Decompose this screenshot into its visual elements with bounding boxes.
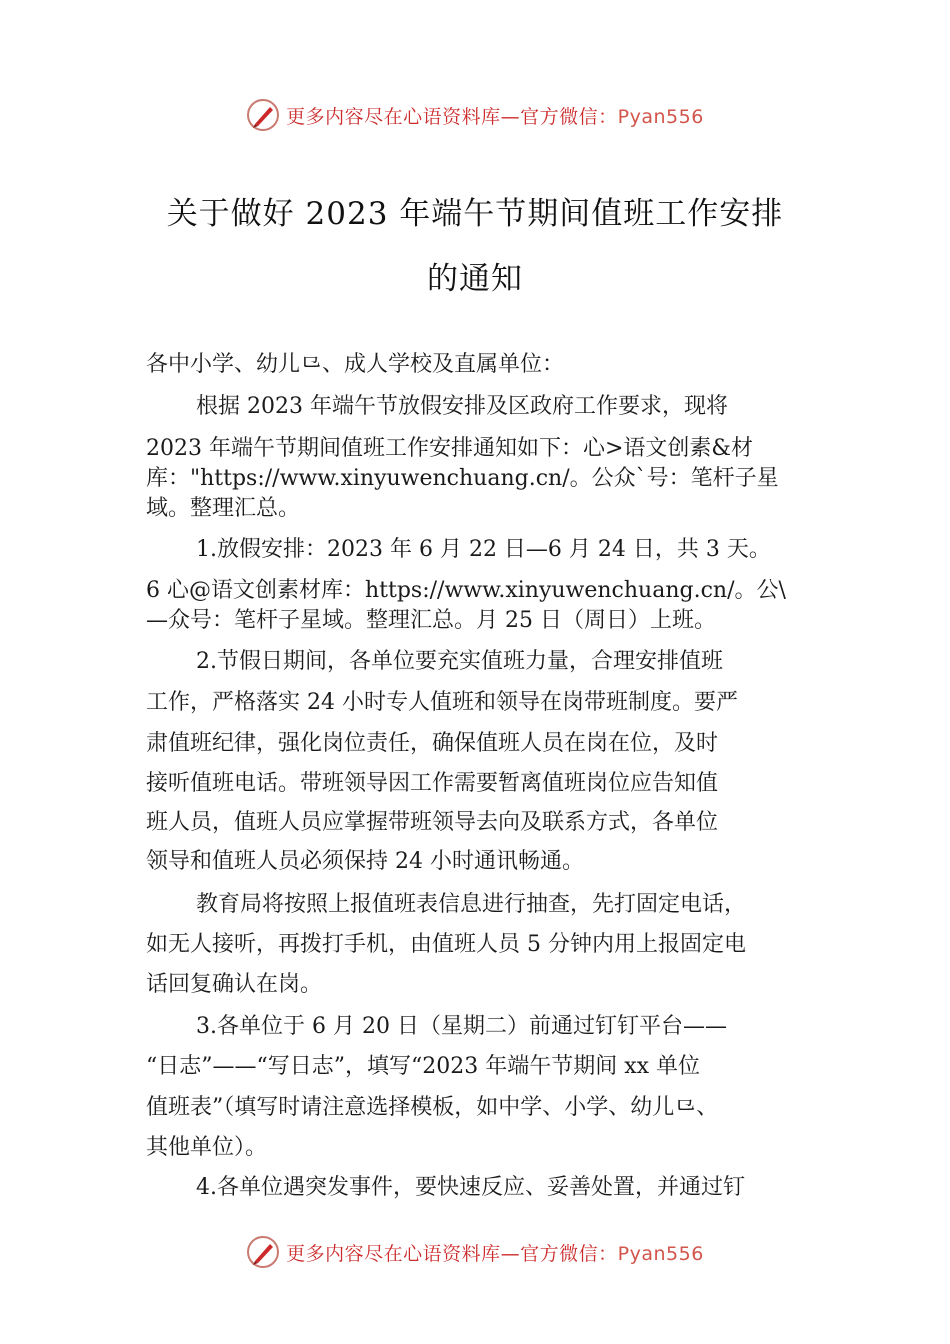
paragraph-line: 2023 年端午节期间值班工作安排通知如下：心>语文创素&材	[146, 436, 753, 461]
paragraph-line: 其他单位）。	[146, 1135, 268, 1160]
paragraph-line: 工作，严格落实 24 小时专人值班和领导在岗带班制度。要严	[146, 690, 738, 715]
paragraph-line: 1.放假安排：2023 年 6 月 22 日—6 月 24 日，共 3 天。	[196, 537, 771, 562]
paragraph-line: 3.各单位于 6 月 20 日（星期二）前通过钉钉平台——	[196, 1014, 727, 1039]
paragraph-line: 6 心@语文创素材库：https://www.xinyuwenchuang.cn/。公\	[146, 578, 786, 603]
footer-banner	[0, 1232, 950, 1272]
paragraph-line: 接听值班电话。带班领导因工作需要暂离值班岗位应告知值	[146, 771, 719, 796]
document-title-line-2: 的通知	[427, 261, 523, 297]
wechat-id: Pyan556	[617, 105, 704, 128]
paragraph-line: 2.节假日期间，各单位要充实值班力量，合理安排值班	[196, 649, 723, 674]
banner-text: 更多内容尽在心语资料库—官方微信：Pyan556	[286, 105, 704, 128]
paragraph-line: 值班表”（填写时请注意选择模板，如中学、小学、幼儿⺋、	[146, 1095, 719, 1120]
paragraph-line: 领导和值班人员必须保持 24 小时通讯畅通。	[146, 849, 584, 874]
quill-pen-logo-icon	[246, 98, 280, 132]
salutation: 各中小学、幼儿⺋、成人学校及直属单位：	[146, 352, 565, 377]
header-banner	[0, 95, 950, 135]
paragraph-line: “日志”——“写日志”，填写“2023 年端午节期间 xx 单位	[146, 1054, 701, 1079]
paragraph-line: 如无人接听，再拨打手机，由值班人员 5 分钟内用上报固定电	[146, 932, 746, 957]
paragraph-line: 4.各单位遇突发事件，要快速反应、妥善处置，并通过钉	[196, 1175, 745, 1200]
paragraph-line: 肃值班纪律，强化岗位责任，确保值班人员在岗在位，及时	[146, 731, 719, 756]
paragraph-line: 班人员，值班人员应掌握带班领导去向及联系方式，各单位	[146, 810, 719, 835]
paragraph-line: 根据 2023 年端午节放假安排及区政府工作要求，现将	[196, 394, 728, 419]
wechat-id: Pyan556	[617, 1242, 704, 1265]
paragraph-line: 教育局将按照上报值班表信息进行抽查，先打固定电话，	[196, 892, 747, 917]
paragraph-line: 话回复确认在岗。	[146, 972, 323, 997]
document-title-line-1: 关于做好 2023 年端午节期间值班工作安排	[166, 196, 784, 232]
banner-text: 更多内容尽在心语资料库—官方微信：Pyan556	[286, 1242, 704, 1265]
quill-pen-logo-icon	[246, 1235, 280, 1269]
paragraph-line: 域。整理汇总。	[146, 496, 301, 521]
paragraph-line: 库："https://www.xinyuwenchuang.cn/。公众`号：笔杆子星	[146, 466, 779, 491]
paragraph-line: —众号：笔杆子星域。整理汇总。月 25 日（周日）上班。	[146, 608, 716, 633]
